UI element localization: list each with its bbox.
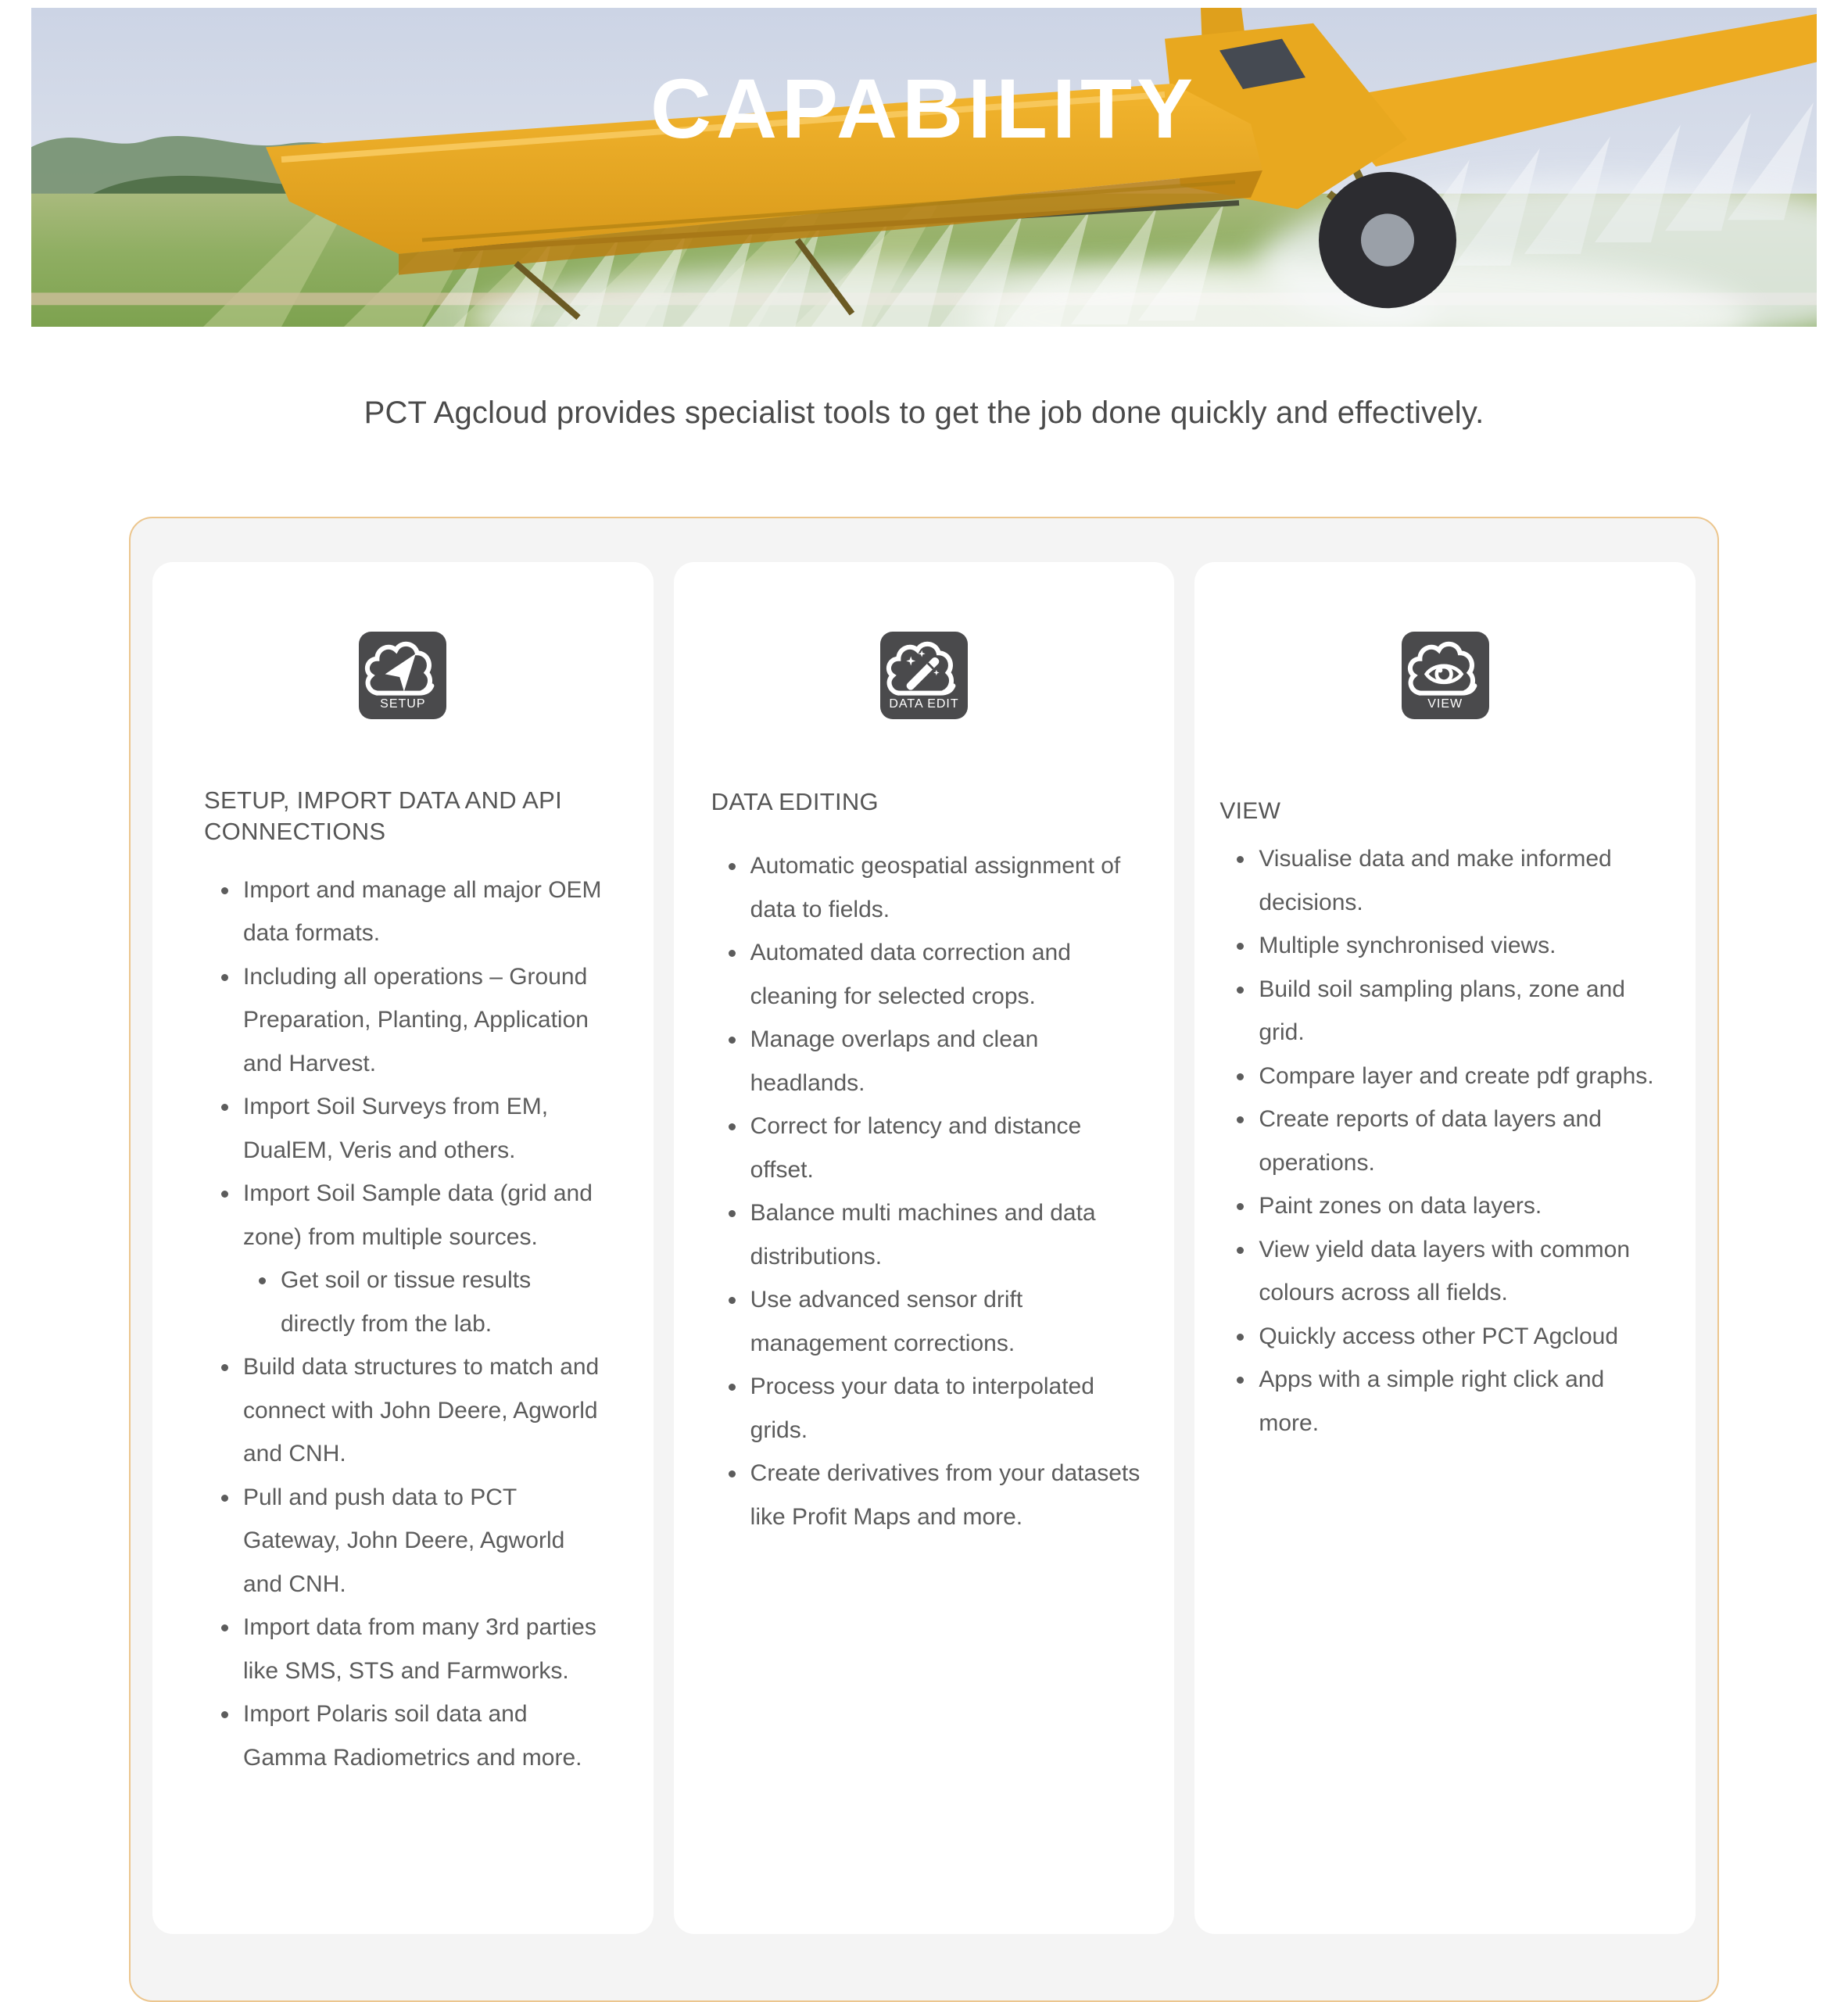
tagline: PCT Agcloud provides specialist tools to get the job done quickly and effectively. bbox=[364, 396, 1484, 430]
data-edit-feature-list bbox=[711, 844, 1144, 1538]
list-item: • View yield data layers with common colours across all fields. bbox=[1255, 1228, 1669, 1315]
list-item: • Including all operations – Ground Preparation, Planting, Application and Harvest. bbox=[240, 955, 611, 1086]
list-item: • Pull and push data to PCT Gateway, John Deere, Agworld and CNH. bbox=[240, 1476, 611, 1606]
list-item: • Quickly access other PCT Agcloud bbox=[1255, 1315, 1669, 1359]
cloud-send-icon bbox=[359, 633, 446, 700]
list-item: • Correct for latency and distance offset. bbox=[747, 1105, 1144, 1191]
list-item: • Automated data correction and cleaning for selected crops. bbox=[747, 931, 1144, 1018]
list-item: • Compare layer and create pdf graphs. bbox=[1255, 1055, 1669, 1098]
setup-feature-list bbox=[204, 868, 611, 1780]
feature-card-setup bbox=[152, 562, 654, 1934]
hero-banner bbox=[31, 8, 1817, 327]
list-item: • Process your data to interpolated grids. bbox=[747, 1365, 1144, 1452]
view-feature-list bbox=[1219, 837, 1669, 1445]
setup-content bbox=[152, 785, 654, 1779]
list-item: • Paint zones on data layers. bbox=[1255, 1184, 1669, 1228]
setup-icon-row bbox=[152, 562, 654, 719]
list-item: • Get soil or tissue results directly from the lab. bbox=[278, 1259, 611, 1345]
list-item: • Automatic geospatial assignment of data to fields. bbox=[747, 844, 1144, 931]
view-icon-label: VIEW bbox=[1427, 697, 1463, 711]
list-item: • Create derivatives from your datasets like Profit Maps and more. bbox=[747, 1452, 1144, 1538]
page-title: CAPABILITY bbox=[650, 61, 1198, 156]
cloud-eye-icon bbox=[1402, 633, 1489, 700]
page bbox=[0, 8, 1848, 1973]
list-item: • Balance multi machines and data distributions. bbox=[747, 1191, 1144, 1278]
list-item: • Import data from many 3rd parties like SMS, STS and Farmworks. bbox=[240, 1606, 611, 1692]
list-item: • Import Polaris soil data and Gamma Radiometrics and more. bbox=[240, 1692, 611, 1779]
data-edit-heading: DATA EDITING bbox=[711, 788, 879, 815]
cropduster-photo bbox=[31, 8, 1817, 327]
list-item: • Multiple synchronised views. bbox=[1255, 924, 1669, 968]
cards-row bbox=[152, 562, 1696, 1934]
wheel-hub bbox=[1361, 213, 1414, 266]
capability-panel bbox=[129, 517, 1719, 2002]
view-heading: VIEW bbox=[1219, 798, 1281, 824]
data-edit-icon-row bbox=[674, 562, 1175, 719]
list-item: • Manage overlaps and clean headlands. bbox=[747, 1018, 1144, 1105]
setup-icon-tile bbox=[359, 632, 446, 719]
list-item: • Build data structures to match and connect with John Deere, Agworld and CNH. bbox=[240, 1345, 611, 1476]
list-item: • Apps with a simple right click and more. bbox=[1255, 1358, 1669, 1445]
setup-heading: SETUP, IMPORT DATA AND API CONNECTIONS bbox=[204, 786, 563, 846]
view-icon-tile bbox=[1402, 632, 1489, 719]
list-item: • Create reports of data layers and operations. bbox=[1255, 1098, 1669, 1184]
setup-icon-label: SETUP bbox=[380, 697, 426, 711]
list-item: • Import Soil Sample data (grid and zone) from multiple sources. bbox=[240, 1172, 611, 1259]
eye-icon bbox=[1426, 666, 1461, 682]
data-edit-content bbox=[674, 786, 1175, 1538]
data-edit-icon-tile bbox=[880, 632, 968, 719]
list-item: • Use advanced sensor drift management corrections. bbox=[747, 1278, 1144, 1365]
list-item: • Visualise data and make informed decisions. bbox=[1255, 837, 1669, 924]
view-icon-row bbox=[1194, 562, 1696, 719]
send-arrow-icon bbox=[385, 654, 416, 692]
view-content bbox=[1194, 796, 1696, 1445]
list-item: • Import and manage all major OEM data formats. bbox=[240, 868, 611, 955]
cloud-wand-icon bbox=[880, 633, 968, 700]
list-item: • Build soil sampling plans, zone and grid. bbox=[1255, 968, 1669, 1055]
feature-card-view bbox=[1194, 562, 1696, 1934]
feature-card-data-edit bbox=[674, 562, 1175, 1934]
list-item: • Import Soil Surveys from EM, DualEM, Veris and others. bbox=[240, 1085, 611, 1172]
data-edit-icon-label: DATA EDIT bbox=[889, 697, 959, 711]
